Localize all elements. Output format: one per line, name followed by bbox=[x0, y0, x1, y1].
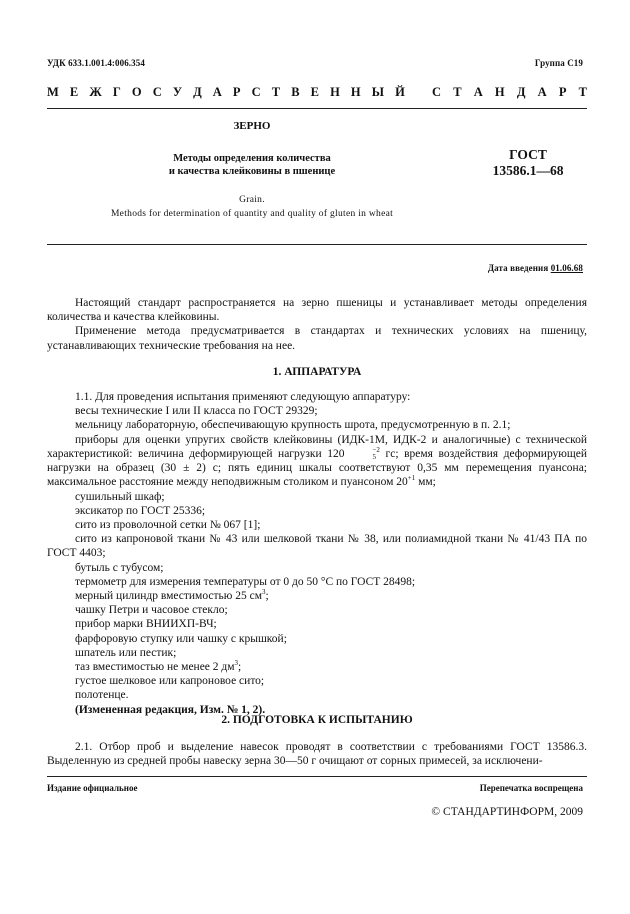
state-word-letter: С bbox=[152, 85, 162, 99]
doc-subtitle-line2: и качества клейковины в пшенице bbox=[168, 166, 336, 177]
state-word-letter: Е bbox=[310, 85, 319, 99]
state-word-1 bbox=[47, 85, 405, 100]
title-rule bbox=[47, 244, 587, 245]
cylinder-unit-sup: 3 bbox=[261, 588, 266, 597]
idk-text-2: гс; время воздействия деформирующей нагрузки на образец (30 ± 2) с; пять единиц шкалы соответствуют 0,35 мм перемещения пуансона; максимальное расстояние между неподвижным столиком и пуансоном 20 bbox=[47, 447, 588, 489]
list-item: термометр для измерения температуры от 0 до 50 °С по ГОСТ 28498; bbox=[75, 575, 416, 588]
idk-text-3: мм; bbox=[415, 476, 436, 489]
state-word-2 bbox=[432, 85, 587, 100]
intro-paragraph-2: Применение метода предусматривается в стандартах и технических условиях на пшеницу, устанавливающих технические требования на нее. bbox=[47, 325, 587, 352]
state-word-letter: Н bbox=[330, 85, 340, 99]
list-item bbox=[47, 660, 587, 674]
state-word-letter: А bbox=[473, 85, 483, 99]
footer-rule bbox=[47, 776, 587, 777]
state-word-letter: М bbox=[47, 85, 59, 99]
state-word-letter: А bbox=[537, 85, 547, 99]
intro-date bbox=[488, 263, 583, 273]
list-item: сушильный шкаф; bbox=[75, 490, 165, 503]
list-item: густое шелковое или капроновое сито; bbox=[75, 675, 265, 688]
state-word-letter: Н bbox=[350, 85, 361, 99]
state-word-letter: Р bbox=[558, 85, 567, 99]
state-word-letter: Й bbox=[395, 85, 405, 99]
distance-tolerance: +1 bbox=[407, 474, 416, 483]
list-item: фарфоровую ступку или чашку с крышкой; bbox=[75, 632, 287, 645]
list-item: шпатель или пестик; bbox=[75, 646, 177, 659]
idk-device-item bbox=[47, 433, 587, 490]
amendment-note: (Измененная редакция, Изм. № 1, 2). bbox=[75, 703, 266, 716]
english-title-line1: Grain. bbox=[239, 195, 265, 205]
section-1-body bbox=[47, 390, 587, 717]
udk-code: УДК 633.1.001.4:006.354 bbox=[47, 58, 145, 68]
list-item: сито из капроновой ткани № 43 или шелковой ткани № 38, или полиамидной ткани № 41/43 ПА по ГОСТ 4403; bbox=[47, 533, 587, 560]
state-word-letter: Р bbox=[232, 85, 241, 99]
basin-end: ; bbox=[238, 661, 242, 674]
doc-name: ЗЕРНО bbox=[233, 120, 271, 132]
list-item: сито из проволочной сетки № 067 [1]; bbox=[75, 518, 261, 531]
state-word-letter: Ж bbox=[89, 85, 102, 99]
header-rule bbox=[47, 108, 587, 109]
list-item bbox=[47, 589, 587, 603]
list-item: мельницу лабораторную, обеспечивающую крупность шрота, предусмотренную в п. 2.1; bbox=[75, 419, 511, 432]
intro-paragraph-1: Настоящий стандарт распространяется на зерно пшеницы и устанавливает методы определения количества и качества клейковины. bbox=[47, 297, 587, 324]
intro-date-label: Дата введения bbox=[487, 263, 549, 273]
group-code: Группа С19 bbox=[534, 58, 583, 68]
intro-date-value: 01.06.68 bbox=[550, 263, 583, 273]
gost-label: ГОСТ bbox=[509, 147, 547, 162]
state-word-letter: Т bbox=[453, 85, 462, 99]
english-title bbox=[47, 193, 457, 221]
state-word-letter: Т bbox=[578, 85, 587, 99]
basin-unit-sup: 3 bbox=[234, 659, 239, 668]
english-title-line2: Methods for determination of quantity and quality of gluten in wheat bbox=[110, 209, 394, 219]
state-word-letter: Ы bbox=[371, 85, 385, 99]
state-word-letter: Е bbox=[69, 85, 79, 99]
list-item: полотенце. bbox=[75, 689, 129, 702]
cylinder-end: ; bbox=[265, 590, 269, 602]
state-word-letter: А bbox=[212, 85, 222, 99]
reprint-label: Перепечатка воспрещена bbox=[479, 783, 583, 793]
load-tolerance-lower: 5 bbox=[372, 453, 376, 462]
basin-text: таз вместимостью не менее 2 дм bbox=[75, 661, 235, 674]
state-word-letter: О bbox=[131, 85, 142, 99]
idk-text-1: приборы для оценки упругих свойств клейковины (ИДК-1М, ИДК-2 и аналогичные) с технической характеристикой: величина деформирующей нагрузки 120 bbox=[47, 433, 587, 460]
list-item: бутыль с тубусом; bbox=[75, 561, 164, 574]
list-item: эксикатор по ГОСТ 25336; bbox=[75, 504, 206, 517]
gost-number: 13586.1—68 bbox=[492, 163, 564, 178]
state-word-letter: У bbox=[172, 85, 182, 99]
doc-subtitle-line1: Методы определения количества bbox=[173, 153, 331, 164]
state-word-letter: Н bbox=[494, 85, 505, 99]
state-word-letter: С bbox=[432, 85, 442, 99]
state-word-letter: Г bbox=[112, 85, 121, 99]
doc-subtitle bbox=[47, 152, 457, 178]
section-2-paragraph: 2.1. Отбор проб и выделение навесок проводят в соответствии с требованиями ГОСТ 13586.3. Выделенную из средней пробы навеску зерна 30—50 г очищают от сорных примесей, за исключени- bbox=[47, 741, 587, 768]
state-word-letter: С bbox=[251, 85, 261, 99]
state-word-letter: Д bbox=[193, 85, 202, 99]
section-1-lead: 1.1. Для проведения испытания применяют следующую аппаратуру: bbox=[75, 391, 411, 403]
state-word-letter: Т bbox=[271, 85, 281, 99]
section-1-heading: 1. АППАРАТУРА bbox=[272, 366, 362, 378]
list-item: весы технические I или II класса по ГОСТ 29329; bbox=[75, 405, 318, 418]
edition-label: Издание официальное bbox=[47, 783, 138, 793]
load-tolerance-upper: −2 bbox=[372, 446, 380, 455]
gost-designation bbox=[478, 147, 578, 179]
state-word-letter: Д bbox=[516, 85, 526, 99]
copyright: © СТАНДАРТИНФОРМ, 2009 bbox=[431, 806, 583, 818]
list-item: чашку Петри и часовое стекло; bbox=[75, 604, 228, 617]
section-2-heading: 2. ПОДГОТОВКА К ИСПЫТАНИЮ bbox=[221, 714, 413, 726]
intro-text bbox=[47, 296, 587, 353]
section-2-body bbox=[47, 740, 587, 768]
state-word-letter: В bbox=[291, 85, 300, 99]
cylinder-text: мерный цилиндр вместимостью 25 см bbox=[75, 590, 262, 602]
list-item: прибор марки ВНИИХП-ВЧ; bbox=[75, 618, 217, 631]
load-tolerance bbox=[344, 447, 379, 461]
